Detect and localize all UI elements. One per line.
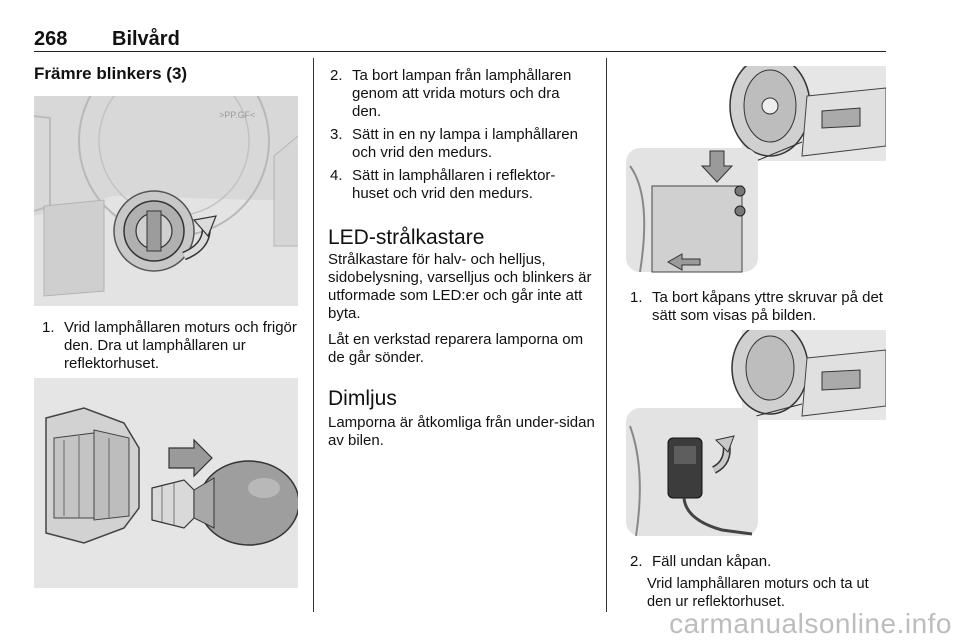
col2-step-2-text: Ta bort lampan från lamphållaren genom att vrida moturs och dra den. [352, 67, 572, 120]
figure-bulb-removal [34, 378, 298, 588]
heading-led-headlights: LED-strålkastare [328, 226, 485, 249]
col2-step-4-number: 4. [330, 167, 343, 184]
section-title-front-indicator: Främre blinkers (3) [34, 64, 188, 83]
col1-step-1-number: 1. [42, 319, 55, 336]
led-paragraph-2: Låt en verkstad reparera lamporna om de går sönder. [328, 331, 584, 366]
col2-step-3-number: 3. [330, 126, 343, 143]
col2-step-2-number: 2. [330, 67, 343, 84]
col2-step-3-text: Sätt in en ny lampa i lamphållaren och vrid den medurs. [352, 126, 578, 161]
figure-fog-lamp-holder-drawing [622, 330, 886, 540]
chapter-title: Bilvård [112, 28, 180, 50]
col3-step-2-text: Fäll undan kåpan. [652, 553, 772, 570]
svg-text:>PP.GF<: >PP.GF< [219, 110, 256, 120]
figure-lamp-holder-rotate-drawing [34, 96, 298, 306]
column-divider-2 [606, 58, 607, 612]
figure-lamp-holder-rotate [34, 96, 298, 306]
col1-step-1-text: Vrid lamphållaren moturs och frigör den. Dra ut lamphållaren ur reflektorhuset. [64, 319, 297, 372]
heading-fog-lights: Dimljus [328, 387, 397, 410]
watermark: carmanualsonline.info [669, 608, 952, 639]
figure-cover-screws [622, 66, 886, 276]
page-header [34, 24, 886, 52]
col3-step-2-number: 2. [630, 553, 643, 570]
figure-fog-lamp-holder [622, 330, 886, 540]
figure-cover-screws-drawing [622, 66, 886, 276]
col3-step-1-text: Ta bort kåpans yttre skruvar på det sätt som visas på bilden. [652, 289, 883, 324]
col3-step-2-subtext: Vrid lamphållaren moturs och ta ut den ur reflektorhuset. [647, 576, 869, 610]
page-number: 268 [34, 28, 68, 50]
col2-step-4-text: Sätt in lamphållaren i reflektor-huset och vrid den medurs. [352, 167, 556, 202]
col3-step-1-number: 1. [630, 289, 643, 306]
fog-lights-paragraph: Lamporna är åtkomliga från under-sidan av bilen. [328, 414, 595, 449]
column-divider-1 [313, 58, 314, 612]
figure-bulb-removal-drawing [34, 378, 298, 588]
led-paragraph-1: Strålkastare för halv- och helljus, sidobelysning, varselljus och blinkers är utformade som LED:er och går inte att byta. [328, 251, 592, 322]
